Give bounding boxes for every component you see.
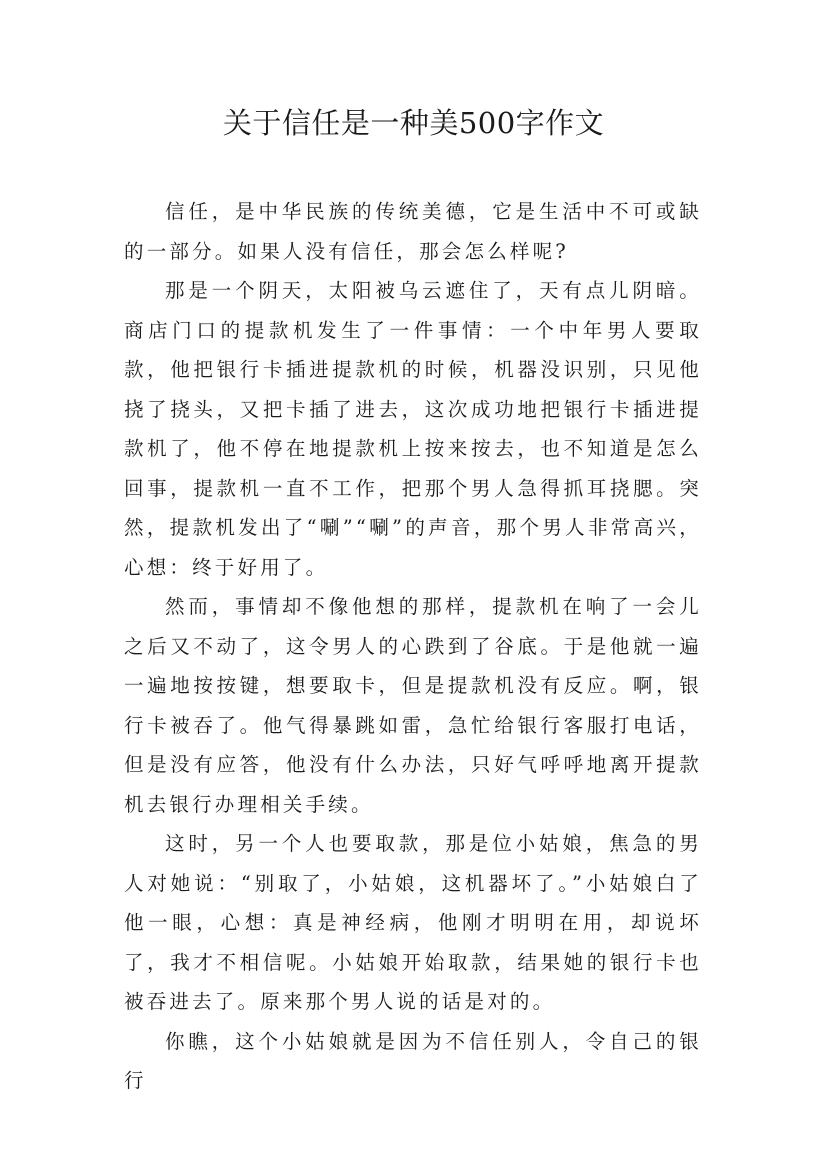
document-title: 关于信任是一种美500字作文: [222, 106, 605, 140]
paragraph-2: 那是一个阴天，太阳被乌云遮住了，天有点儿阴暗。商店门口的提款机发生了一件事情：一个中年男人要取款，他把银行卡插进提款机的时候，机器没识别，只见他挠了挠头，又把卡插了进去，这次成功地把银行卡插进提款机了，他不停在地提款机上按来按去，也不知道是怎么回事，提款机一直不工作，把那个男人急得抓耳挠腮。突然，提款机发出了“唰”“唰”的声音，那个男人非常高兴，心想：终于好用了。: [124, 279, 702, 579]
paragraph-1: 信任，是中华民族的传统美德，它是生活中不可或缺的一部分。如果人没有信任，那会怎么样呢?: [124, 200, 702, 263]
paragraph-3: 然而，事情却不像他想的那样，提款机在响了一会儿之后又不动了，这令男人的心跌到了谷底。于是他就一遍一遍地按按键，想要取卡，但是提款机没有反应。啊，银行卡被吞了。他气得暴跳如雷，急忙给银行客服打电话，但是没有应答，他没有什么办法，只好气呼呼地离开提款机去银行办理相关手续。: [124, 595, 702, 816]
paragraph-4: 这时，另一个人也要取款，那是位小姑娘，焦急的男人对她说：“别取了，小姑娘，这机器坏了。”小姑娘白了他一眼，心想：真是神经病，他刚才明明在用，却说坏了，我才不相信呢。小姑娘开始取款，结果她的银行卡也被吞进去了。原来那个男人说的话是对的。: [124, 832, 702, 1013]
document-body: [124, 192, 702, 1101]
paragraph-5: 你瞧，这个小姑娘就是因为不信任别人，令自己的银行: [124, 1029, 702, 1092]
